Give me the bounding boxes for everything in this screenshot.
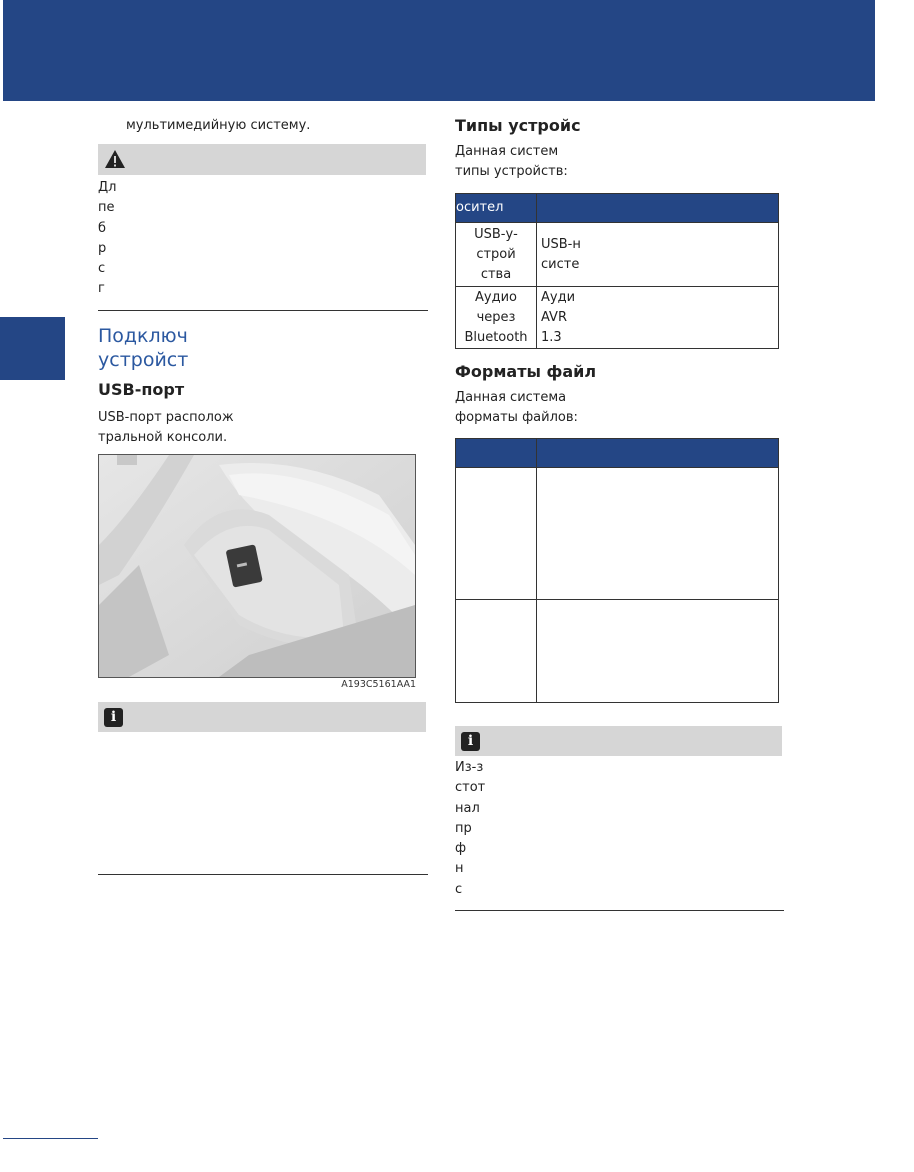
- info-text: [455, 758, 485, 900]
- paragraph-line: типы устройств:: [455, 164, 568, 179]
- warning-line: б: [98, 220, 107, 236]
- info-line: н: [455, 861, 464, 877]
- warning-text: [98, 178, 116, 300]
- info-line: нал: [455, 800, 480, 816]
- paragraph-line: тральной консоли.: [98, 430, 228, 445]
- cell-line: Bluetooth: [464, 329, 528, 345]
- info-bar: [98, 702, 426, 732]
- cell-line: USB-у-: [474, 226, 518, 242]
- info-line: стот: [455, 780, 486, 796]
- info-line: Из-з: [455, 760, 484, 775]
- usb-port-paragraph: [98, 408, 234, 448]
- device-types-paragraph: [455, 142, 568, 182]
- continuation-text: мультимедийную систему.: [126, 118, 311, 133]
- file-formats-heading: Форматы файл: [455, 362, 597, 381]
- info-line: пр: [455, 820, 472, 836]
- table-cell: [456, 468, 537, 600]
- info-icon: i: [461, 732, 480, 751]
- table-header-cell: [537, 439, 779, 468]
- file-formats-paragraph: [455, 388, 578, 428]
- table-cell: [537, 223, 779, 287]
- image-code: A193C5161AA1: [341, 679, 416, 690]
- table-cell: [537, 468, 779, 600]
- warning-line: г: [98, 281, 105, 297]
- header-band: [3, 0, 875, 101]
- cell-line: систе: [541, 256, 580, 272]
- cell-line: строй: [476, 246, 516, 262]
- info-icon: i: [104, 708, 123, 727]
- table-header-cell: [456, 439, 537, 468]
- footer-line: [3, 1138, 98, 1139]
- table-header-cell: [537, 194, 779, 223]
- left-column: [98, 110, 428, 725]
- section-title-line: Подключ: [98, 325, 188, 347]
- table-row: [456, 468, 779, 600]
- cell-line: Ауди: [541, 289, 576, 305]
- table-cell: [456, 223, 537, 287]
- info-line: с: [455, 881, 463, 897]
- warning-bar: [98, 144, 426, 175]
- table-row: [456, 600, 779, 703]
- table-cell: [537, 287, 779, 349]
- table-cell: [456, 600, 537, 703]
- cell-line: ства: [480, 266, 512, 282]
- cell-line: через: [476, 309, 516, 325]
- table-cell: [456, 287, 537, 349]
- table-header-cell: осител: [456, 194, 537, 223]
- cell-line: USB-н: [541, 236, 581, 252]
- paragraph-line: USB-порт располож: [98, 410, 234, 425]
- info-line: ф: [455, 841, 467, 857]
- info-end-rule: [98, 874, 428, 875]
- table-header-row: [456, 194, 779, 223]
- device-types-heading: Типы устройс: [455, 116, 581, 135]
- info-end-rule: [455, 910, 784, 911]
- section-title-line: устройст: [98, 349, 189, 371]
- warning-line: р: [98, 240, 107, 256]
- table-row: [456, 287, 779, 349]
- warning-line: пе: [98, 200, 115, 216]
- table-row: [456, 223, 779, 287]
- warning-end-rule: [98, 310, 428, 311]
- paragraph-line: форматы файлов:: [455, 410, 578, 425]
- usb-port-heading: USB-порт: [98, 380, 185, 399]
- cell-line: 1.3: [541, 329, 562, 345]
- warning-triangle-icon: [104, 149, 126, 169]
- cell-line: AVR: [541, 309, 567, 325]
- info-bar: [455, 726, 782, 756]
- warning-line: с: [98, 261, 106, 277]
- cell-line: Аудио: [475, 289, 517, 305]
- section-title: [98, 324, 188, 372]
- warning-line: Дл: [98, 180, 117, 195]
- file-formats-table: [455, 438, 779, 703]
- paragraph-line: Данная систем: [455, 144, 559, 159]
- usb-port-photo: [98, 454, 416, 678]
- table-header-row: [456, 439, 779, 468]
- chapter-tab: [0, 317, 65, 380]
- device-types-table: [455, 193, 779, 349]
- table-cell: [537, 600, 779, 703]
- paragraph-line: Данная система: [455, 390, 567, 405]
